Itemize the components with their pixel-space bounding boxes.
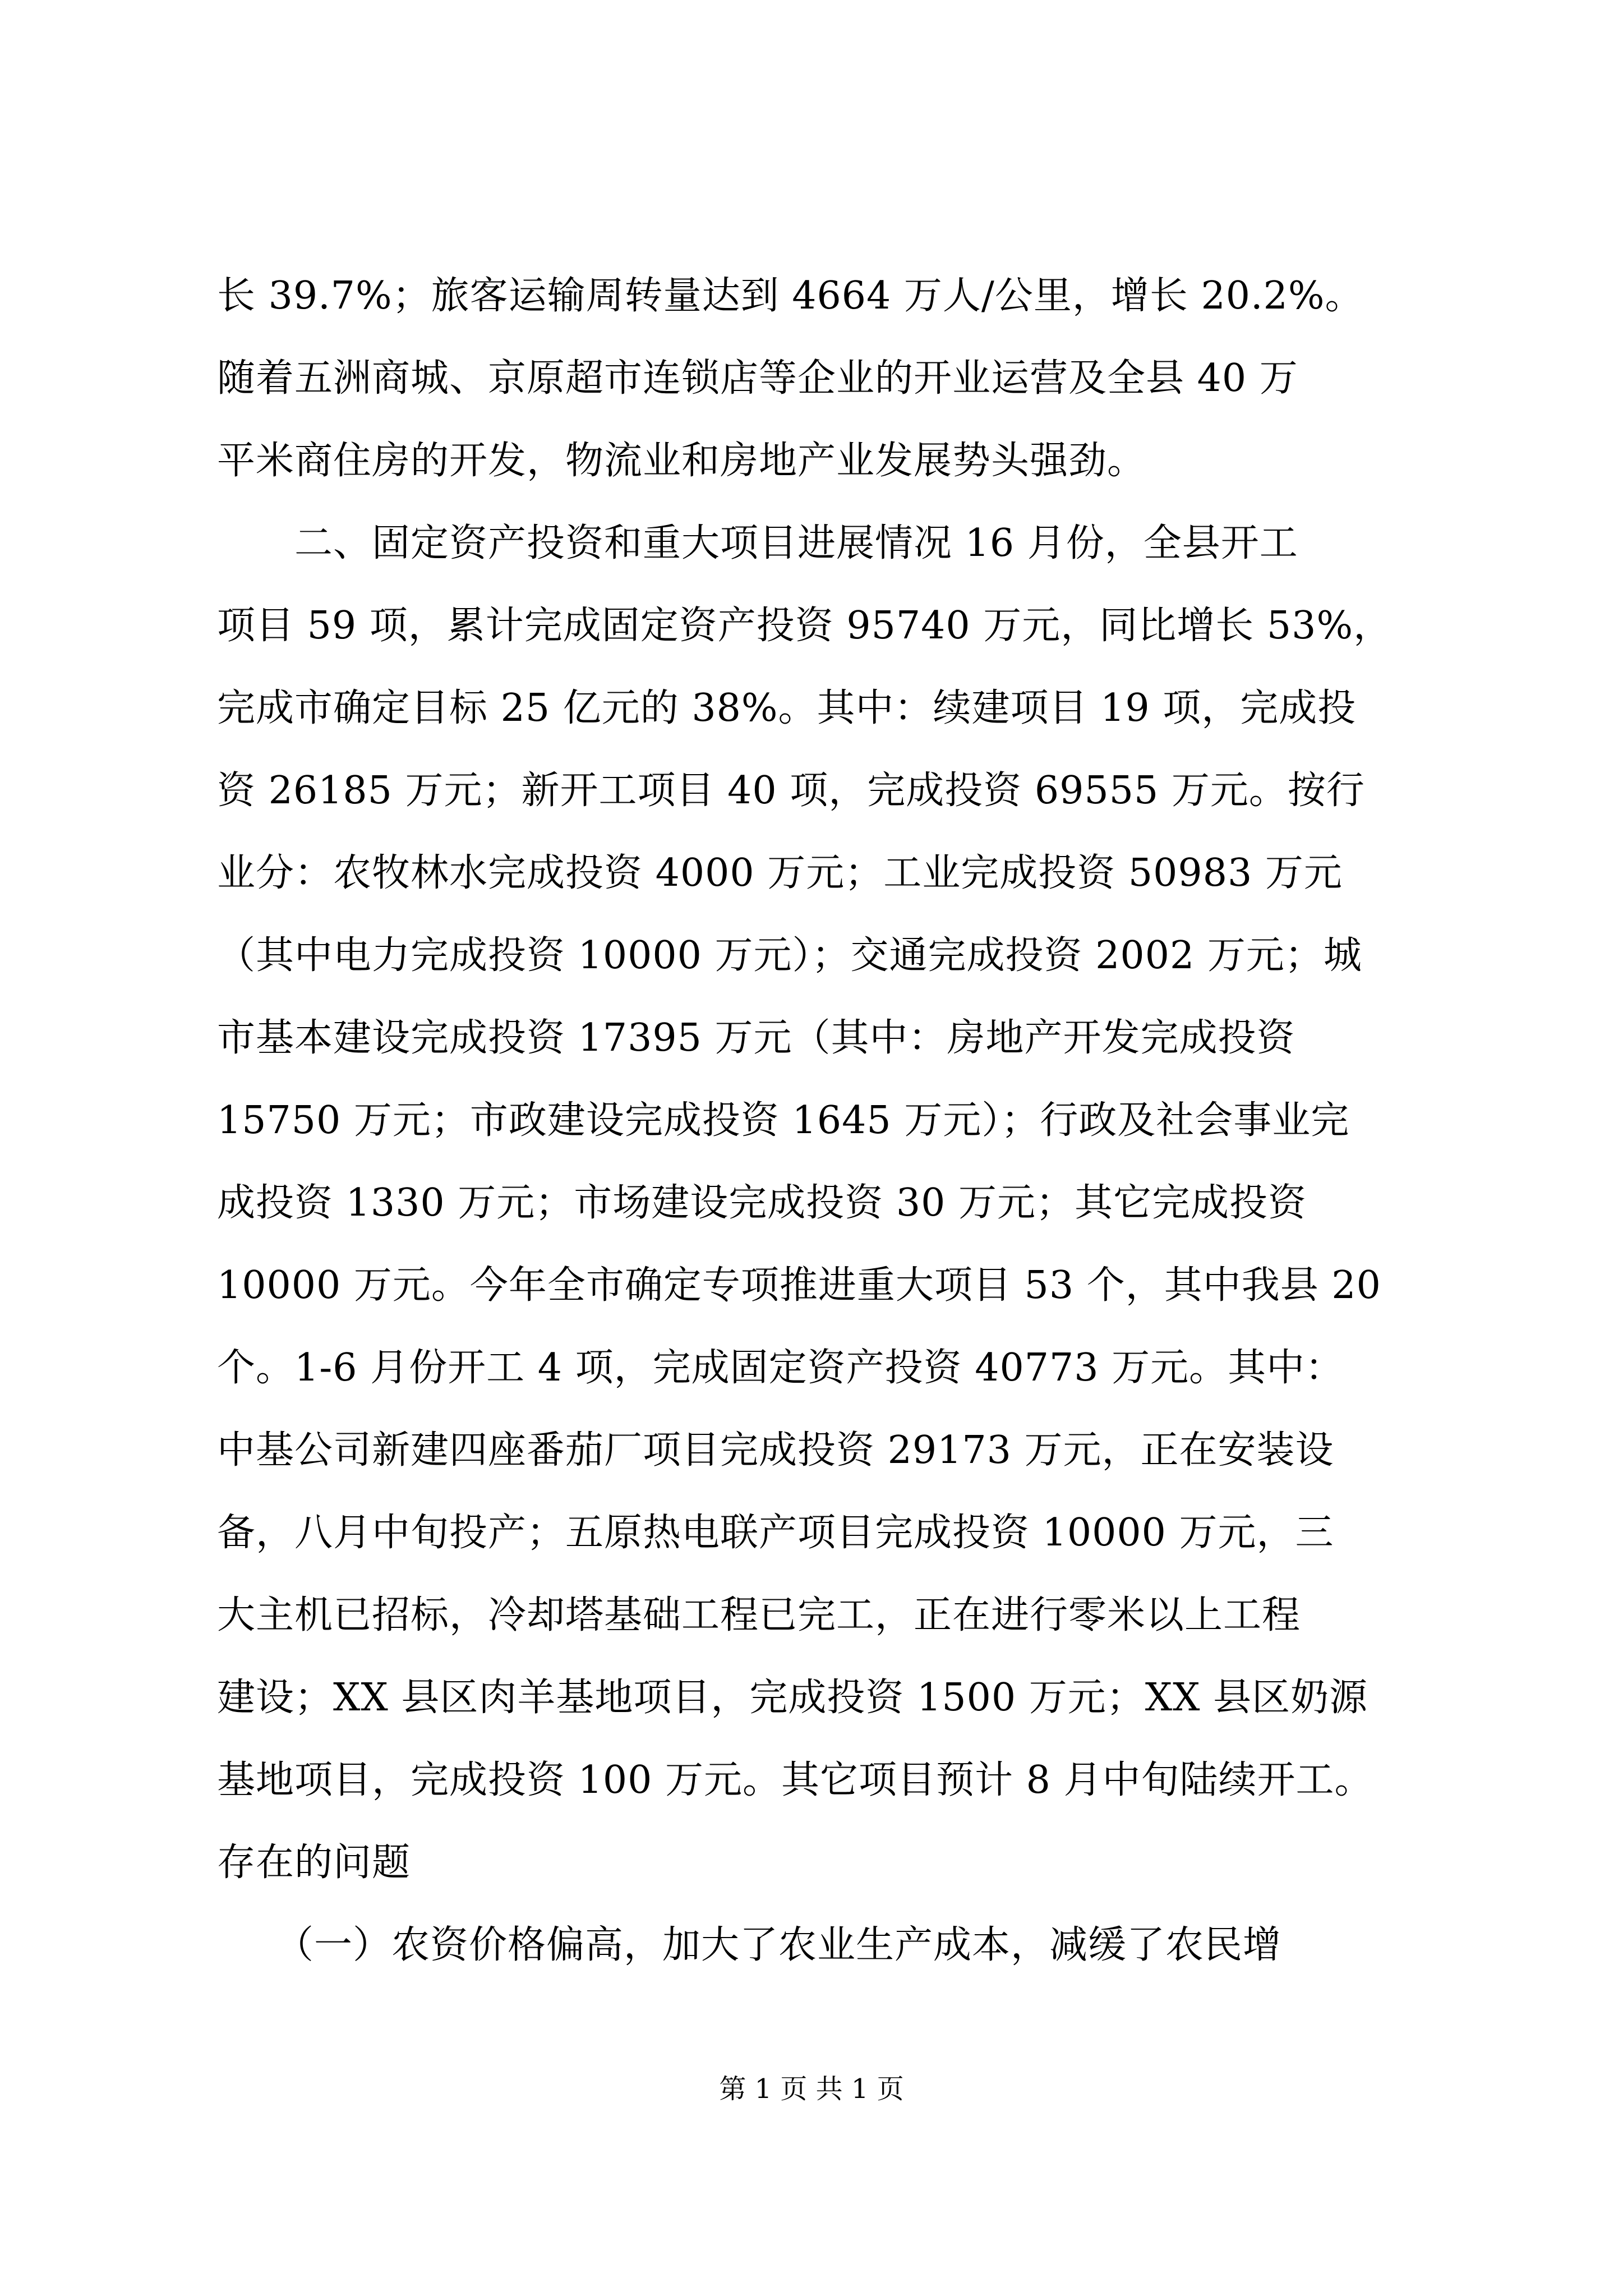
body-text-line: 平米商住房的开发，物流业和房地产业发展势头强劲。 bbox=[217, 439, 1146, 483]
body-text-line: 基地项目，完成投资 100 万元。其它项目预计 8 月中旬陆续开工。 bbox=[217, 1758, 1373, 1802]
body-text-line: 15750 万元；市政建设完成投资 1645 万元）；行政及社会事业完 bbox=[217, 1098, 1350, 1143]
body-text-line: 业分：农牧林水完成投资 4000 万元；工业完成投资 50983 万元 bbox=[217, 851, 1343, 895]
body-text-line: 长 39.7%；旅客运输周转量达到 4664 万人/公里，增长 20.2%。 bbox=[217, 274, 1364, 318]
section-heading-line: 二、固定资产投资和重大项目进展情况 16 月份，全县开工 bbox=[217, 521, 1298, 565]
body-text-line: 备，八月中旬投产；五原热电联产项目完成投资 10000 万元，三 bbox=[217, 1511, 1334, 1555]
body-text-line: 10000 万元。今年全市确定专项推进重大项目 53 个，其中我县 20 bbox=[217, 1263, 1381, 1308]
body-text-line: 资 26185 万元；新开工项目 40 项，完成投资 69555 万元。按行 bbox=[217, 769, 1365, 813]
body-text-line: （一）农资价格偏高，加大了农业生产成本，减缓了农民增 bbox=[217, 1923, 1282, 1967]
body-text-line: （其中电力完成投资 10000 万元）；交通完成投资 2002 万元；城 bbox=[217, 933, 1362, 978]
body-text-line: 随着五洲商城、京原超市连锁店等企业的开业运营及全县 40 万 bbox=[217, 356, 1298, 401]
body-text-line: 中基公司新建四座番茄厂项目完成投资 29173 万元，正在安装设 bbox=[217, 1428, 1334, 1473]
body-text-line: 大主机已招标，冷却塔基础工程已完工，正在进行零米以上工程 bbox=[217, 1593, 1301, 1637]
body-text-line: 成投资 1330 万元；市场建设完成投资 30 万元；其它完成投资 bbox=[217, 1181, 1307, 1225]
page-footer: 第 1 页 共 1 页 bbox=[719, 2073, 904, 2105]
body-text-line: 项目 59 项，累计完成固定资产投资 95740 万元，同比增长 53%， bbox=[217, 604, 1393, 648]
section-heading-line: 存在的问题 bbox=[217, 1841, 411, 1885]
body-text-line: 完成市确定目标 25 亿元的 38%。其中：续建项目 19 项，完成投 bbox=[217, 686, 1357, 730]
body-text-line: 个。1-6 月份开工 4 项，完成固定资产投资 40773 万元。其中： bbox=[217, 1346, 1344, 1390]
body-text-line: 市基本建设完成投资 17395 万元（其中：房地产开发完成投资 bbox=[217, 1016, 1295, 1060]
body-text-line: 建设；XX 县区肉羊基地项目，完成投资 1500 万元；XX 县区奶源 bbox=[217, 1676, 1368, 1720]
